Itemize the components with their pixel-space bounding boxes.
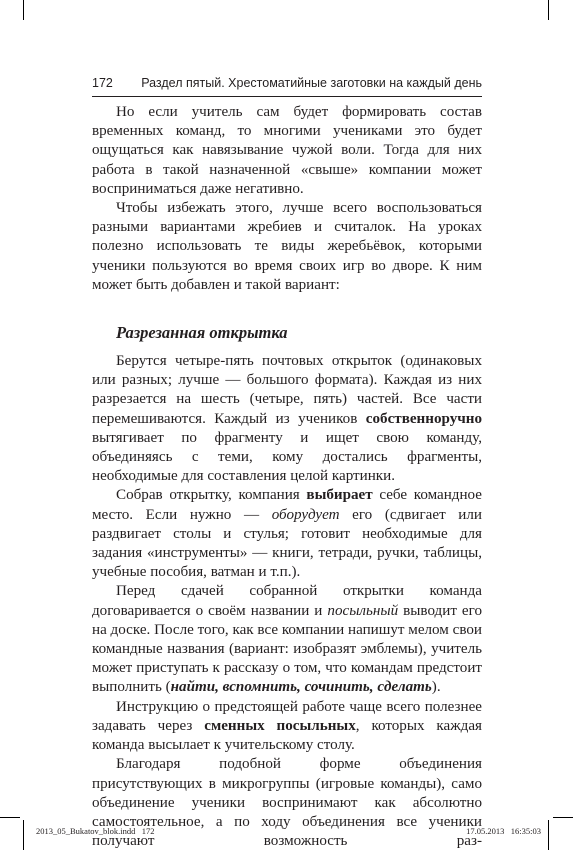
paragraph-instruction: Инструкцию о предстоящей работе чаще всего полезнее задавать через сменных посыльных, которых каждая команда высылает к учительскому столу. bbox=[92, 698, 482, 754]
file-info: 2013_05_Bukatov_blok.indd 172 bbox=[36, 826, 155, 836]
paragraph-intro: Но если учитель сам будет формировать состав временных команд, то многими учениками это будет ощущаться как навязывание чужой воли. Тогда для них работа в такой назначенной «свыше» компании может восприниматься даже негативно. bbox=[92, 104, 482, 197]
crop-mark-right-edge bbox=[553, 817, 573, 818]
bold-term: собственноручно bbox=[365, 410, 482, 427]
running-title: Раздел пятый. Хрестоматийные заготовки на каждый день bbox=[141, 76, 482, 90]
print-footer bbox=[36, 826, 541, 838]
paragraph-place: Собрав открытку, компания выбирает себе командное место. Если нужно — оборудует его (сдвигает или раздвигает столы и стулья; готовит необходимые для задания «инструменты» — книги, тетради, ручки, таблицы, учебные пособия, ватман и т.п.). bbox=[92, 487, 482, 581]
running-header bbox=[92, 76, 482, 94]
paragraph-naming: Перед сдачей собранной открытки команда договаривается о своём названии и посыльный выводит его на доске. После того, как все компании напишут мелом свои командные названия (вариант: изобразят эмблемы), учитель может приступать к рассказу о том, что командам предстоит выполнить (найти, вспомнить, сочинить, сделать). bbox=[92, 583, 482, 696]
print-timestamp: 17.05.2013 16:35:03 bbox=[466, 826, 541, 836]
italic-term: посыльный bbox=[327, 602, 399, 619]
section-heading: Разрезанная открытка bbox=[116, 323, 288, 343]
crop-mark-top-right bbox=[548, 0, 549, 20]
page-number: 172 bbox=[92, 76, 113, 90]
crop-mark-left-edge bbox=[0, 817, 20, 818]
crop-mark-top-left bbox=[23, 0, 24, 20]
crop-mark-bottom-right bbox=[548, 820, 549, 850]
italic-term: оборудует bbox=[271, 506, 340, 523]
bold-italic-term: найти, вспомнить, сочинить, сделать bbox=[170, 679, 432, 696]
header-rule bbox=[92, 96, 482, 97]
bold-term: сменных посыльных bbox=[204, 717, 356, 734]
bold-term: выбирает bbox=[306, 487, 373, 504]
paragraph-closing: Благодаря подобной форме объединения присутствующих в микрогруппы (игровые команды), само объединение ученики воспринимают как абсолютно самостоятельное, а по ходу объединения все ученики получают возможность раз- bbox=[92, 756, 482, 850]
paragraph-postcards: Берутся четыре-пять почтовых открыток (одинаковых или разных; лучше — большого формата). Каждая из них разрезается на шесть (четыре, пять) частей. Все части перемешиваются. Каждый из учеников собственноручно вытягивает по фрагменту и ищет свою команду, объединяясь с теми, кому достались фрагменты, необходимые для составления целой картинки. bbox=[92, 353, 482, 485]
crop-mark-bottom-left bbox=[23, 820, 24, 850]
paragraph-lots: Чтобы избежать этого, лучше всего воспользоваться разными вариантами жребиев и считалок. На уроках полезно использовать те виды жеребьёвок, которыми ученики пользуются во время своих игр во дворе. К ним может быть добавлен и такой вариант: bbox=[92, 200, 482, 293]
page-body bbox=[92, 103, 482, 851]
